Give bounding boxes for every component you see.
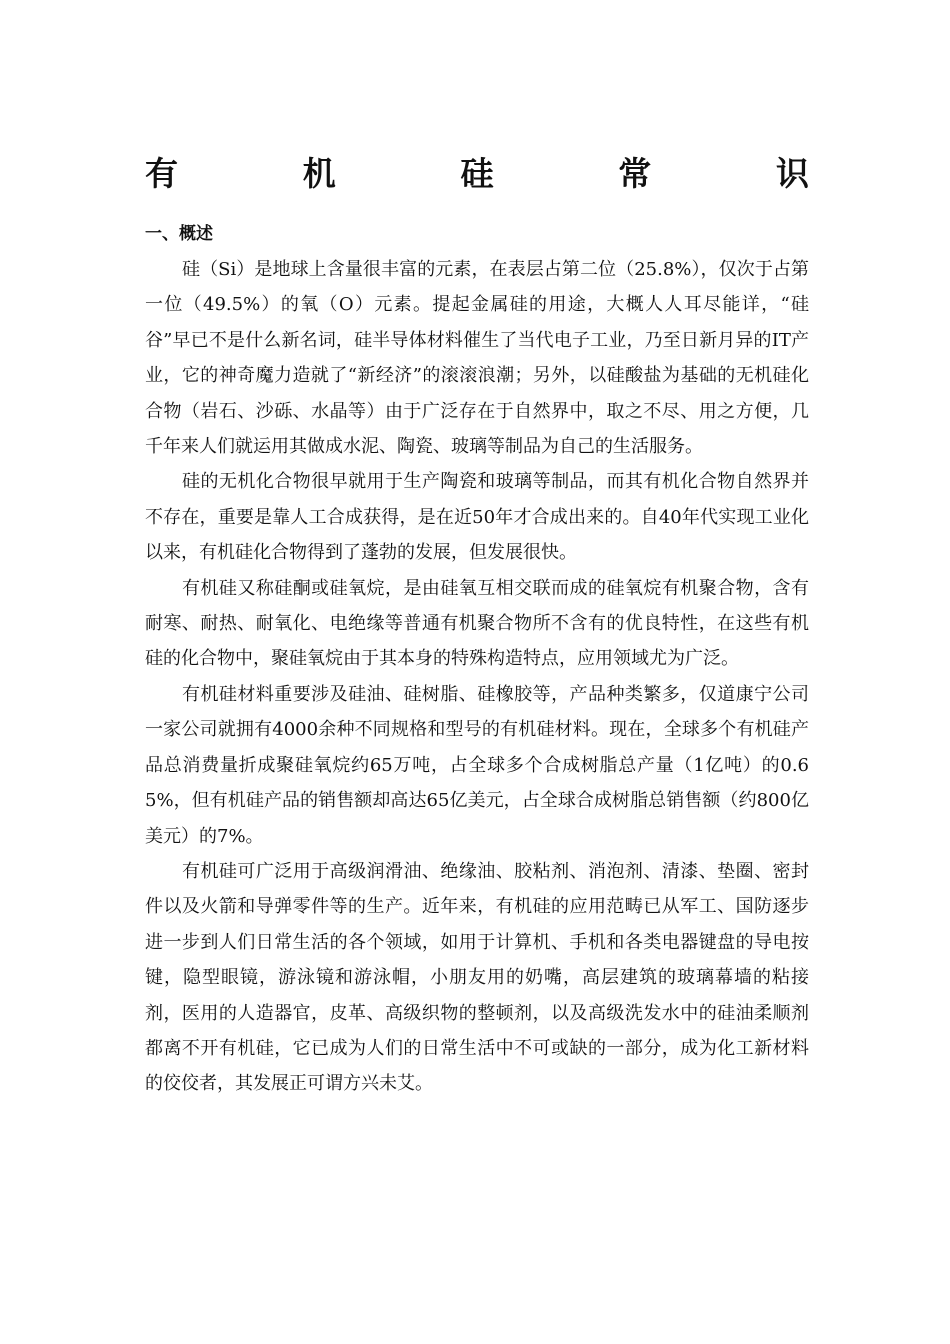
paragraph: 有机硅可广泛用于高级润滑油、绝缘油、胶粘剂、消泡剂、清漆、垫圈、密封件以及火箭和导弹零件等的生产。近年来，有机硅的应用范畴已从军工、国防逐步进一步到人们日常生活的各个领域，如用于计算机、手机和各类电器键盘的导电按键，隐型眼镜，游泳镜和游泳帽，小朋友用的奶嘴，高层建筑的玻璃幕墙的粘接剂，医用的人造器官，皮革、高级织物的整顿剂，以及高级洗发水中的硅油柔顺剂都离不开有机硅，它已成为人们的日常生活中不可或缺的一部分，成为化工新材料的佼佼者，其发展正可谓方兴未艾。 (145, 860, 809, 1095)
title-char: 机 (302, 154, 336, 193)
section-heading: 一、概述 (145, 224, 213, 244)
paragraph: 硅的无机化合物很早就用于生产陶瓷和玻璃等制品，而其有机化合物自然界并不存在，重要是靠人工合成获得，是在近50年才合成出来的。自40年代实现工业化以来，有机硅化合物得到了蓬勃的发展，但发展很快。 (145, 471, 809, 564)
title-char: 有 (145, 154, 178, 193)
title-char: 识 (776, 154, 809, 193)
document-body (145, 252, 809, 1102)
document-title (145, 150, 809, 198)
paragraph: 有机硅材料重要涉及硅油、硅树脂、硅橡胶等，产品种类繁多，仅道康宁公司一家公司就拥有4000余种不同规格和型号的有机硅材料。现在，全球多个有机硅产品总消费量折成聚硅氧烷约65万吨，占全球多个合成树脂总产量（1亿吨）的0.65%，但有机硅产品的销售额却高达65亿美元，占全球合成树脂总销售额（约800亿美元）的7%。 (145, 683, 809, 847)
paragraph: 硅（Si）是地球上含量很丰富的元素，在表层占第二位（25.8%），仅次于占第一位（49.5%）的氧（O）元素。提起金属硅的用途，大概人人耳尽能详，“硅谷”早已不是什么新名词，硅半导体材料催生了当代电子工业，乃至日新月异的IT产业，它的神奇魔力造就了“新经济”的滚滚浪潮；另外，以硅酸盐为基础的无机硅化合物（岩石、沙砾、水晶等）由于广泛存在于自然界中，取之不尽、用之方便，几千年来人们就运用其做成水泥、陶瓷、玻璃等制品为自己的生活服务。 (145, 259, 809, 458)
title-char: 常 (618, 154, 652, 193)
paragraph: 有机硅又称硅酮或硅氧烷，是由硅氧互相交联而成的硅氧烷有机聚合物，含有耐寒、耐热、耐氧化、电绝缘等普通有机聚合物所不含有的优良特性，在这些有机硅的化合物中，聚硅氧烷由于其本身的特殊构造特点，应用领域尤为广泛。 (145, 577, 809, 670)
title-char: 硅 (460, 154, 494, 193)
